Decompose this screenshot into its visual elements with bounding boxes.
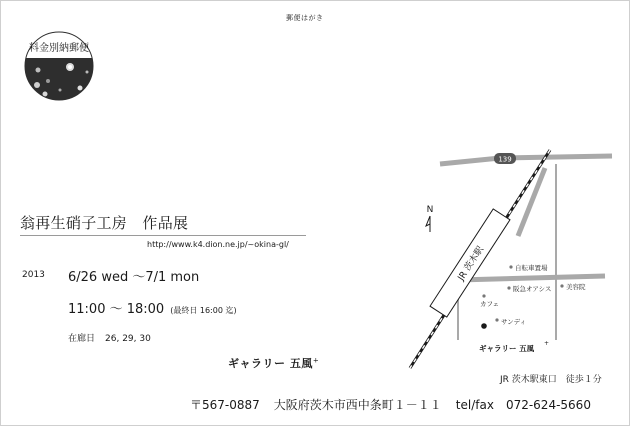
postage-stamp	[17, 31, 101, 101]
phone-fax: tel/fax 072-624-5660	[455, 398, 591, 412]
gallery-name-text: ギャラリー 五風	[228, 357, 313, 370]
artist-present-days	[68, 331, 151, 344]
parking-marker	[509, 265, 512, 268]
hours-value: 11:00 ～ 18:00	[68, 302, 165, 317]
cafe-label: カフェ	[480, 300, 500, 308]
route-number: 139	[498, 155, 512, 164]
exhibition-year: 2013	[22, 270, 45, 280]
sunday-marker	[495, 318, 498, 321]
cafe-marker	[482, 294, 485, 297]
opening-hours	[68, 298, 237, 317]
gallery-map-label: ギャラリー 五風	[479, 344, 535, 353]
gallery-name	[228, 355, 319, 371]
gallery-map-mark: +	[544, 340, 550, 347]
north-label: N	[426, 205, 434, 215]
present-days-value: 26, 29, 30	[105, 334, 151, 344]
main-road	[440, 156, 612, 164]
postal-code: 〒567-0887	[190, 398, 260, 412]
station-label: JR 茨木駅	[456, 244, 487, 283]
access-info: JR 茨木駅東口 徒歩１分	[500, 375, 602, 385]
cross-road	[458, 276, 605, 280]
sunday-label: サンディ	[501, 318, 527, 326]
access-map	[400, 140, 625, 370]
contact-footer	[190, 396, 605, 413]
salon-marker	[560, 284, 563, 287]
postcard-label: 郵便はがき	[286, 14, 324, 22]
gallery-marker	[481, 323, 487, 329]
hankyu-marker	[507, 286, 510, 289]
hours-note: (最終日 16:00 迄)	[170, 306, 237, 315]
north-arrow-icon	[426, 216, 430, 232]
title-divider	[20, 235, 306, 236]
exhibition-title: 翁再生硝子工房 作品展	[20, 214, 189, 232]
exhibition-dates: 6/26 wed ～7/1 mon	[68, 270, 200, 285]
parking-label: 自転車置場	[515, 264, 548, 272]
gallery-mark: +	[312, 356, 320, 365]
stamp-text: 料金別納郵便	[29, 43, 89, 54]
present-days-label: 在廊日	[68, 334, 96, 344]
website-url: http://www.k4.dion.ne.jp/~okina-gl/	[147, 240, 289, 249]
salon-label: 美容院	[566, 283, 586, 291]
hankyu-label: 阪急オアシス	[513, 285, 552, 293]
street-address: 大阪府茨木市西中条町１－１１	[273, 398, 442, 412]
